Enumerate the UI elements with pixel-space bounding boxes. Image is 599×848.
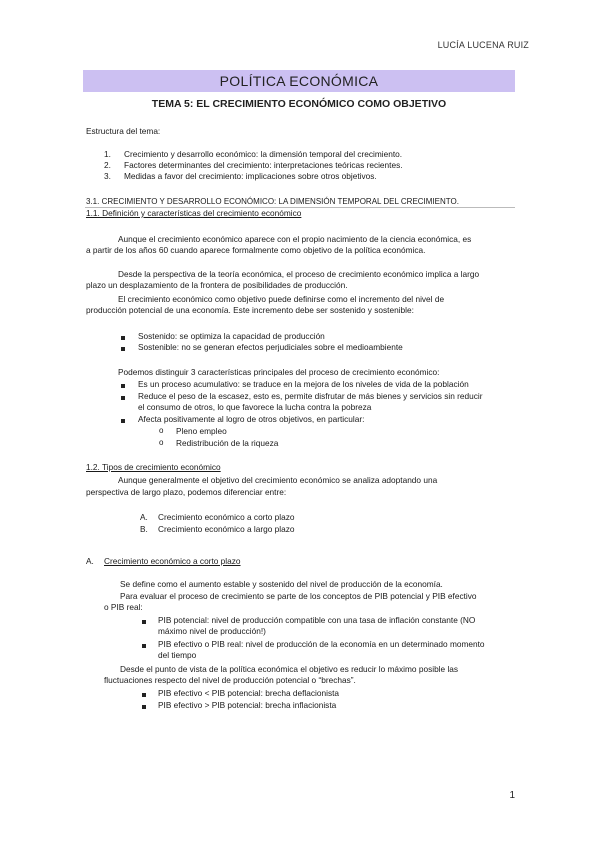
bullet-square-icon — [121, 393, 125, 402]
page-number: 1 — [509, 790, 515, 801]
type-letter-b: B. — [140, 524, 148, 534]
bullet-square-icon — [121, 333, 125, 342]
bullet-text: el consumo de otros, lo que favorece la lucha contra la pobreza — [138, 402, 372, 412]
paragraph-line: Aunque el crecimiento económico aparece con el propio nacimiento de la ciencia económica, es — [118, 234, 472, 244]
paragraph-line: Se define como el aumento estable y sostenido del nivel de producción de la economía. — [120, 579, 443, 589]
subsection-heading-1-2: 1.2. Tipos de crecimiento económico — [86, 462, 221, 472]
section-heading: 3.1. CRECIMIENTO Y DESARROLLO ECONÓMICO: LA DIMENSIÓN TEMPORAL DEL CRECIMIENTO. — [86, 197, 459, 206]
bullet-text: Reduce el peso de la escasez, esto es, permite disfrutar de más bienes y servicios sin reducir — [138, 391, 483, 401]
paragraph-line: Aunque generalmente el objetivo del crecimiento económico se analiza adoptando una — [118, 475, 438, 485]
bullet-text: Afecta positivamente al logro de otros objetivos, en particular: — [138, 414, 365, 424]
topic-title: TEMA 5: EL CRECIMIENTO ECONÓMICO COMO OBJETIVO — [151, 98, 447, 110]
bullet-text: PIB potencial: nivel de producción compatible con una tasa de inflación constante (NO — [158, 615, 476, 625]
bullet-text: del tiempo — [158, 650, 197, 660]
paragraph-line: plazo un desplazamiento de la frontera de posibilidades de producción. — [86, 280, 348, 290]
bullet-square-icon — [142, 641, 146, 650]
paragraph-line: El crecimiento económico como objetivo puede definirse como el incremento del nivel de — [118, 294, 445, 304]
structure-num-1: 1. — [104, 149, 111, 159]
paragraph-line: perspectiva de largo plazo, podemos diferenciar entre: — [86, 487, 287, 497]
bullet-text: PIB efectivo > PIB potencial: brecha inflacionista — [158, 700, 337, 710]
structure-item-3: Medidas a favor del crecimiento: implicaciones sobre otros objetivos. — [124, 171, 377, 181]
bullet-text: Sostenible: no se generan efectos perjudiciales sobre el medioambiente — [138, 342, 403, 352]
type-item-a: Crecimiento económico a corto plazo — [158, 512, 295, 522]
structure-num-3: 3. — [104, 171, 111, 181]
title-banner — [83, 70, 515, 92]
structure-num-2: 2. — [104, 160, 111, 170]
sub-bullet-text: Redistribución de la riqueza — [176, 438, 279, 448]
type-item-b: Crecimiento económico a largo plazo — [158, 524, 295, 534]
sub-bullet-text: Pleno empleo — [176, 426, 227, 436]
paragraph-line: fluctuaciones respecto del nivel de producción potencial o “brechas”. — [104, 675, 356, 685]
paragraph-line: Para evaluar el proceso de crecimiento se parte de los conceptos de PIB potencial y PIB efectivo — [120, 591, 477, 601]
document-title: POLÍTICA ECONÓMICA — [219, 73, 379, 89]
bullet-text: Es un proceso acumulativo: se traduce en la mejora de los niveles de vida de la población — [138, 379, 469, 389]
paragraph-line: Desde la perspectiva de la teoría económica, el proceso de crecimiento económico implica a largo — [118, 269, 480, 279]
section-a-heading: Crecimiento económico a corto plazo — [104, 556, 241, 566]
bullet-text: máximo nivel de producción!) — [158, 626, 266, 636]
author-name: LUCÍA LUCENA RUIZ — [437, 40, 529, 50]
bullet-text: PIB efectivo < PIB potencial: brecha deflacionista — [158, 688, 340, 698]
bullet-circle-icon: o — [159, 426, 164, 435]
section-a-letter: A. — [86, 556, 94, 566]
paragraph-line: a partir de los años 60 cuando aparece formalmente como objetivo de la política económica. — [86, 245, 426, 255]
bullet-square-icon — [121, 344, 125, 353]
bullet-circle-icon: o — [159, 438, 164, 447]
bullet-square-icon — [142, 690, 146, 699]
subsection-heading-1-1: 1.1. Definición y características del crecimiento económico — [86, 208, 302, 218]
type-letter-a: A. — [140, 512, 148, 522]
paragraph-line: Desde el punto de vista de la política económica el objetivo es reducir lo máximo posible las — [120, 664, 459, 674]
bullet-text: PIB efectivo o PIB real: nivel de producción de la economía en un determinado momento — [158, 639, 485, 649]
paragraph-line: Podemos distinguir 3 características principales del proceso de crecimiento económico: — [118, 367, 440, 377]
bullet-square-icon — [121, 381, 125, 390]
structure-label: Estructura del tema: — [86, 126, 161, 136]
bullet-square-icon — [121, 416, 125, 425]
bullet-text: Sostenido: se optimiza la capacidad de producción — [138, 331, 325, 341]
bullet-square-icon — [142, 617, 146, 626]
paragraph-line: producción potencial de una economía. Este incremento debe ser sostenido y sostenible: — [86, 305, 414, 315]
structure-item-2: Factores determinantes del crecimiento: interpretaciones teóricas recientes. — [124, 160, 403, 170]
paragraph-line: o PIB real: — [104, 602, 143, 612]
structure-item-1: Crecimiento y desarrollo económico: la dimensión temporal del crecimiento. — [124, 149, 403, 159]
bullet-square-icon — [142, 702, 146, 711]
